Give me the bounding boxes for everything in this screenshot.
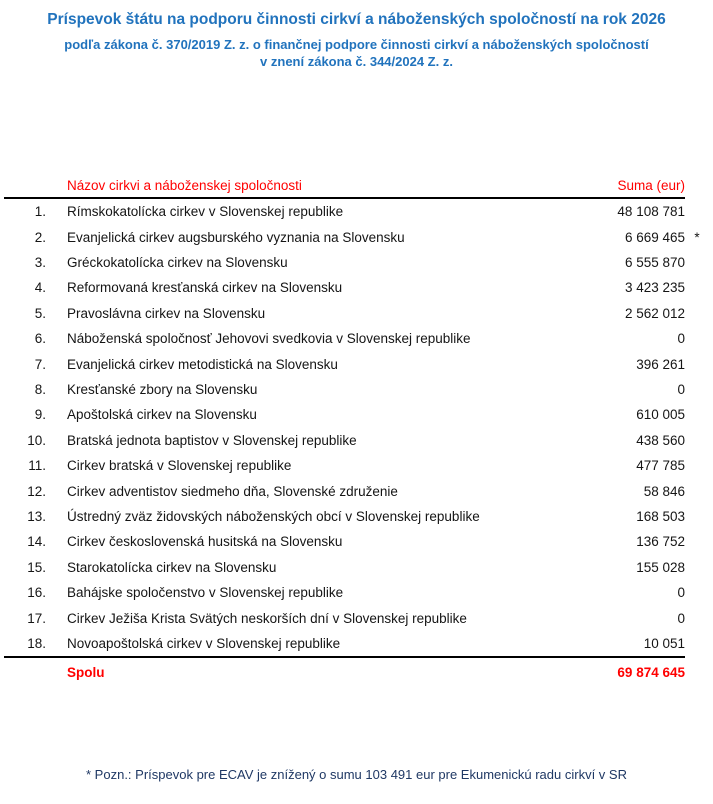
total-note-cell [685,657,709,685]
page-title: Príspevok štátu na podporu činnosti cirkví a náboženských spoločností na rok 2026 [47,11,666,28]
row-church-name: Pravoslávna cirkev na Slovensku [67,305,266,321]
row-number: 8. [34,382,46,398]
row-church-name: Evanjelická cirkev metodistická na Slovensku [67,356,338,372]
footnote: * Pozn.: Príspevok pre ECAV je znížený o sumu 103 491 eur pre Ekumenickú radu cirkví v SR [86,767,627,783]
row-note [685,301,709,326]
row-church-name: Cirkev adventistov siedmeho dňa, Slovenské združenie [67,483,398,499]
row-number: 12. [27,483,46,499]
table-row [4,351,709,376]
subtitle-line-1: podľa zákona č. 370/2019 Z. z. o finančnej podpore činnosti cirkví a náboženských spoločností [64,37,649,52]
row-amount: 0 [677,331,685,347]
row-amount: 0 [677,585,685,601]
row-note [685,631,709,657]
row-note: * [694,229,700,245]
row-note [685,428,709,453]
row-amount: 396 261 [636,356,685,372]
row-note [685,580,709,605]
table-row [4,453,709,478]
table-row [4,377,709,402]
table-footer [4,657,709,685]
row-church-name: Ústredný zväz židovských náboženských obcí v Slovenskej republike [67,508,480,524]
total-number-cell [4,657,46,685]
total-label: Spolu [46,657,565,685]
table-row [4,631,709,657]
table-row [4,605,709,630]
row-church-name: Novoapoštolská cirkev v Slovenskej republike [67,635,341,651]
row-amount: 155 028 [636,559,685,575]
row-number: 17. [27,610,46,626]
row-amount: 10 051 [643,635,685,651]
row-church-name: Apoštolská cirkev na Slovensku [67,407,257,423]
row-number: 15. [27,559,46,575]
row-church-name: Starokatolícka cirkev na Slovensku [67,559,277,575]
row-note [685,250,709,275]
row-note [685,326,709,351]
table-row [4,250,709,275]
row-note [685,377,709,402]
row-church-name: Bratská jednota baptistov v Slovenskej republike [67,432,357,448]
row-number: 10. [27,432,46,448]
row-amount: 477 785 [636,458,685,474]
row-amount: 6 669 465 [624,229,685,245]
row-number: 7. [34,356,46,372]
row-number: 1. [34,204,46,220]
row-amount: 438 560 [636,432,685,448]
table-row [4,504,709,529]
table-row [4,301,709,326]
column-header-name: Názov cirkvi a náboženskej spoločnosti [46,176,565,198]
row-number: 2. [34,229,46,245]
table-body [4,198,709,657]
row-church-name: Náboženská spoločnosť Jehovovi svedkovia v Slovenskej republike [67,331,471,347]
row-number: 16. [27,585,46,601]
table-header [4,176,709,198]
row-number: 13. [27,508,46,524]
row-amount: 48 108 781 [617,204,685,220]
contributions-table [4,176,709,685]
row-number: 6. [34,331,46,347]
row-note [685,554,709,579]
table-row [4,198,709,224]
row-note [685,504,709,529]
row-church-name: Reformovaná kresťanská cirkev na Slovensku [67,280,343,296]
row-number: 5. [34,305,46,321]
total-row [4,657,709,685]
table-row [4,529,709,554]
row-note [685,478,709,503]
row-number: 4. [34,280,46,296]
subtitle-line-2: v znení zákona č. 344/2024 Z. z. [260,54,453,69]
row-note [685,351,709,376]
table-row [4,275,709,300]
header-row [4,176,709,198]
table-row [4,402,709,427]
row-amount: 610 005 [636,407,685,423]
row-church-name: Rímskokatolícka cirkev v Slovenskej republike [67,204,344,220]
row-note [685,605,709,630]
column-header-amount: Suma (eur) [565,176,685,198]
row-church-name: Cirkev československá husitská na Slovensku [67,534,343,550]
table-row [4,428,709,453]
row-number: 11. [28,458,46,474]
row-church-name: Bahájske spoločenstvo v Slovenskej republike [67,585,344,601]
table-row [4,478,709,503]
row-amount: 168 503 [636,508,685,524]
row-amount: 6 555 870 [624,255,685,271]
row-amount: 3 423 235 [624,280,685,296]
row-church-name: Kresťanské zbory na Slovensku [67,382,258,398]
row-amount: 0 [677,610,685,626]
row-note [685,529,709,554]
table-row [4,580,709,605]
row-number: 18. [27,635,46,651]
row-number: 9. [34,407,46,423]
table-row [4,554,709,579]
row-amount: 136 752 [636,534,685,550]
row-note [685,402,709,427]
column-header-number [4,176,46,198]
row-amount: 0 [677,382,685,398]
row-church-name: Gréckokatolícka cirkev na Slovensku [67,255,288,271]
row-note [685,198,709,224]
table-row [4,326,709,351]
row-church-name: Cirkev Ježiša Krista Svätých neskorších dní v Slovenskej republike [67,610,467,626]
row-number: 3. [34,255,46,271]
total-amount: 69 874 645 [565,657,685,685]
row-amount: 2 562 012 [624,305,685,321]
row-note [685,453,709,478]
row-church-name: Evanjelická cirkev augsburského vyznania na Slovensku [67,229,405,245]
row-church-name: Cirkev bratská v Slovenskej republike [67,458,292,474]
row-number: 14. [27,534,46,550]
column-header-note [685,176,709,198]
row-amount: 58 846 [643,483,685,499]
table-row [4,224,709,249]
row-note [685,275,709,300]
